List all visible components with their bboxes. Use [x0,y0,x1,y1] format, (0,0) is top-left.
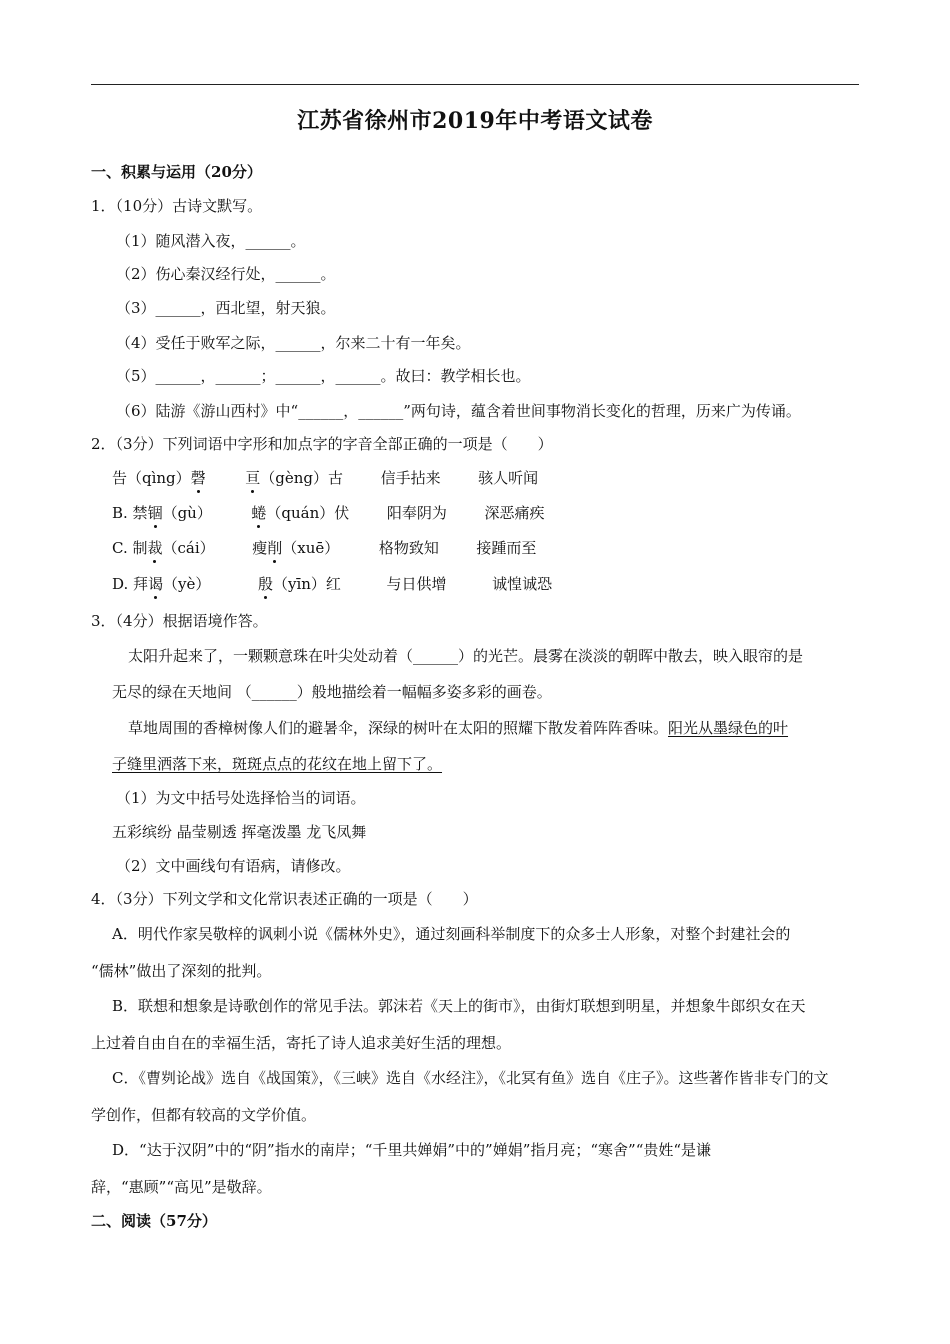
q1-sub6: （6）陆游《游山西村》中“______，______”两句诗，蕴含着世间事物消长变化的哲理，历来广为传诵。 [116,402,801,420]
q2d-word3: 与日供增 [386,575,447,593]
page-title: 江苏省徐州市2019年中考语文试卷 [297,108,653,134]
q2d-word2-dot: 殷 [257,575,273,593]
q3-sub1: （1）为文中括号处选择恰当的词语。 [116,789,366,807]
q2b-word1-dot: 锢 [147,504,163,522]
q2a-word4: 骇人听闻 [478,469,539,487]
q2c-word2-pre: 瘦 [252,539,268,557]
q3-para2-text: 草地周围的香樟树像人们的避暑伞，深绿的树叶在太阳的照耀下散发着阵阵香味。 [128,719,669,737]
q4-option-d-line2: 辞，“惠顾”“高见”是敬辞。 [91,1178,272,1196]
q4-option-a-line1: A．明代作家吴敬梓的讽刺小说《儒林外史》，通过刻画科举制度下的众多士人形象，对整个封建社会的 [112,925,791,943]
q3-para2-line1 [128,718,788,738]
q4-option-b-line2: 上过着自由自在的幸福生活，寄托了诗人追求美好生活的理想。 [91,1034,512,1052]
q1-sub5: （5）______，______；______，______。故曰：教学相长也。 [116,367,531,385]
q2d-word1-pinyin: （yè） [163,575,211,593]
q2c-label: C. 制 [112,539,148,557]
q1-stem: 1．（10分）古诗文默写。 [91,197,263,215]
q2a-word2-pinyin: （gèng）古 [260,469,344,487]
q3-para1-line2: 无尽的绿在天地间 （______）般地描绘着一幅幅多姿多彩的画卷。 [112,683,552,701]
q2-stem: 2．（3分）下列词语中字形和加点字的字音全部正确的一项是（ ） [91,435,553,453]
q2c-word4: 接踵而至 [476,539,537,557]
q2b-word2-pinyin: （quán）伏 [266,504,350,522]
q4-option-c-line2: 学创作，但都有较高的文学价值。 [91,1106,317,1124]
q4-option-c-line1: C．《曹刿论战》选自《战国策》，《三峡》选自《水经注》，《北冥有鱼》选自《庄子》。这些著作皆非专门的文 [112,1069,829,1087]
q2b-word1-pinyin: （gù） [162,504,212,522]
q1-sub3: （3）______，西北望，射天狼。 [116,299,336,317]
q2c-word3: 格物致知 [378,539,439,557]
q3-sub2: （2）文中画线句有语病，请修改。 [116,857,351,875]
q3-word-choices: 五彩缤纷 晶莹剔透 挥毫泼墨 龙飞凤舞 [112,823,367,841]
q2a-word1: 告（qìng）磬 [112,469,206,487]
q3-underlined-sentence-end: 子缝里洒落下来，斑斑点点的花纹在地上留下了。 [112,755,443,773]
q3-para1-line1: 太阳升起来了，一颗颗意珠在叶尖处动着（______）的光芒。晨雾在淡淡的朝晖中散去，映入眼帘的是 [128,647,804,665]
q2d-word4: 诚惶诚恐 [492,575,553,593]
q2b-word3: 阳奉阴为 [386,504,447,522]
q2d-word1-dot: 谒 [148,575,164,593]
q2d-word2-pinyin: （yīn）红 [272,575,341,593]
q2-option-b [112,503,544,523]
q1-sub4: （4）受任于败军之际，______，尔来二十有一年矣。 [116,334,471,352]
q1-sub1: （1）随风潜入夜，______。 [116,232,306,250]
q2c-word1-dot: 裁 [147,539,163,557]
q4-option-b-line1: B．联想和想象是诗歌创作的常见手法。郭沫若《天上的街市》，由街灯联想到明星，并想象牛郎织女在天 [112,997,806,1015]
q4-stem: 4．（3分）下列文学和文化常识表述正确的一项是（ ） [91,890,478,908]
header-rule [91,84,859,85]
q4-option-d-line1: D．“达于汉阴”中的“阴”指水的南岸；“千里共婵娟”中的”婵娟”指月亮；“寒舍”“贵姓“是谦 [112,1141,712,1159]
q3-underlined-sentence-start: 阳光从墨绿色的叶 [668,719,789,737]
q2c-word2-pinyin: （xuē） [282,539,340,557]
q2-option-a [112,468,538,488]
q2b-word4: 深恶痛疾 [484,504,545,522]
q2c-word1-pinyin: （cái） [162,539,215,557]
q4-option-a-line2: “儒林”做出了深刻的批判。 [91,962,272,980]
q2a-word3: 信手拈来 [380,469,441,487]
q2a-word2-dot: 亘 [245,469,261,487]
q2c-word2-dot: 削 [267,539,283,557]
q3-stem: 3．（4分）根据语境作答。 [91,612,268,630]
q2-option-c [112,538,536,558]
section-heading-1: 一、积累与运用（20分） [91,163,262,181]
q1-sub2: （2）伤心秦汉经行处，______。 [116,265,336,283]
section-heading-2: 二、阅读（57分） [91,1212,217,1230]
q2b-label: B. 禁 [112,504,148,522]
q2b-word2-dot: 蜷 [251,504,267,522]
q2-option-d [112,574,552,594]
q2d-label: D. 拜 [112,575,149,593]
